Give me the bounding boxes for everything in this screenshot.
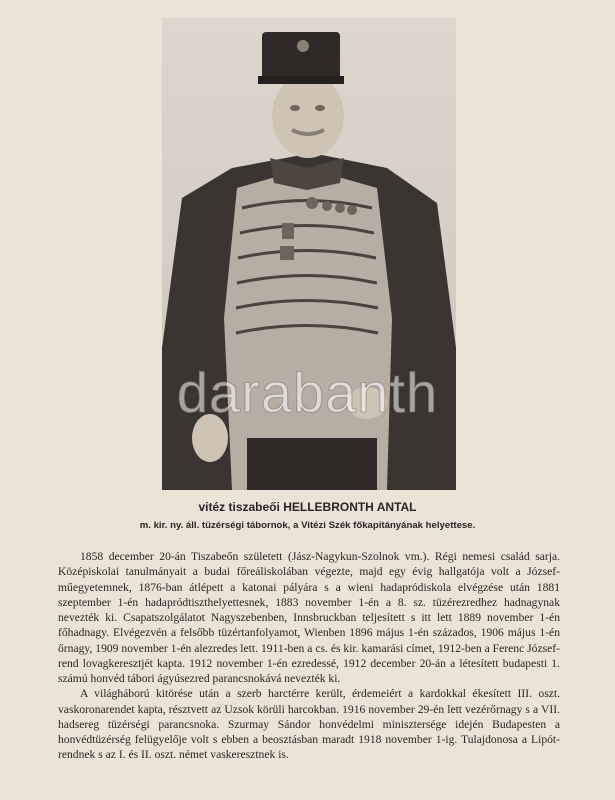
biography-paragraph: 1858 december 20-án Tiszabeőn született (Jász-Nagykun-Szolnok vm.). Régi nemesi család sarja. Középiskolai tanulmányait a budai főreáliskolában végezte, majd egy évig hallgatója volt a József-műegyetemnek, 1876-ban átlépett a katonai pályára s a wieni hadapródiskola elvégzése után 1881 szeptember 1-én hadapródtiszthelyettesnek, 1883 november 1-én a 8. sz. tüzérezredhez hadnagynak nevezték ki. Csapatszolgálatot Nagyszebenben, Innsbruckban teljesített s itt lett 1889 november 1-én főhadnagy. Elvégezvén a felsőbb tüzértanfolyamot, Wienben 1896 május 1-én százados, 1906 május 1-én őrnagy, 1909 november 1-én alezredes lett. 1911-ben a cs. és kir. kamarási címet, 1912-ben a Ferenc József-rend lovagkeresztjét kapta. 1912 november 1-én ezredessé, 1912 december 20-án a létesített budapesti 1. számú honvéd tábori ágyúsezred parancsnokává nevezték ki.: [58, 550, 560, 685]
portrait-icon: [162, 18, 456, 490]
biography-text: [58, 549, 560, 763]
person-name: HELLEBRONTH ANTAL: [283, 500, 417, 514]
person-title-caption: m. kir. ny. áll. tüzérségi tábornok, a Vitézi Szék főkapitányának helyettese.: [139, 520, 476, 531]
portrait-photo: [162, 18, 456, 490]
person-name-caption: [0, 500, 615, 514]
watermark-text: darabanth: [176, 361, 439, 424]
name-prefix: vitéz tiszabeői: [198, 500, 280, 514]
biography-paragraph: A világháború kitörése után a szerb harctérre került, érdemeiért a kardokkal ékesített III. oszt. vaskoronarendet kapta, résztvett az Uzsok körüli harcokban. 1916 november 29-én lett vezérőrnagy s a VII. hadsereg tüzérségi parancsnoka. Szurmay Sándor honvédelmi minisztersége idején Budapesten a honvédtüzérség felügyelője volt s ebben a beosztásban maradt 1918 november 1-ig. Tulajdonosa a Lipót-rendnek s az I. és II. oszt. német vaskeresztnek is.: [58, 687, 560, 762]
